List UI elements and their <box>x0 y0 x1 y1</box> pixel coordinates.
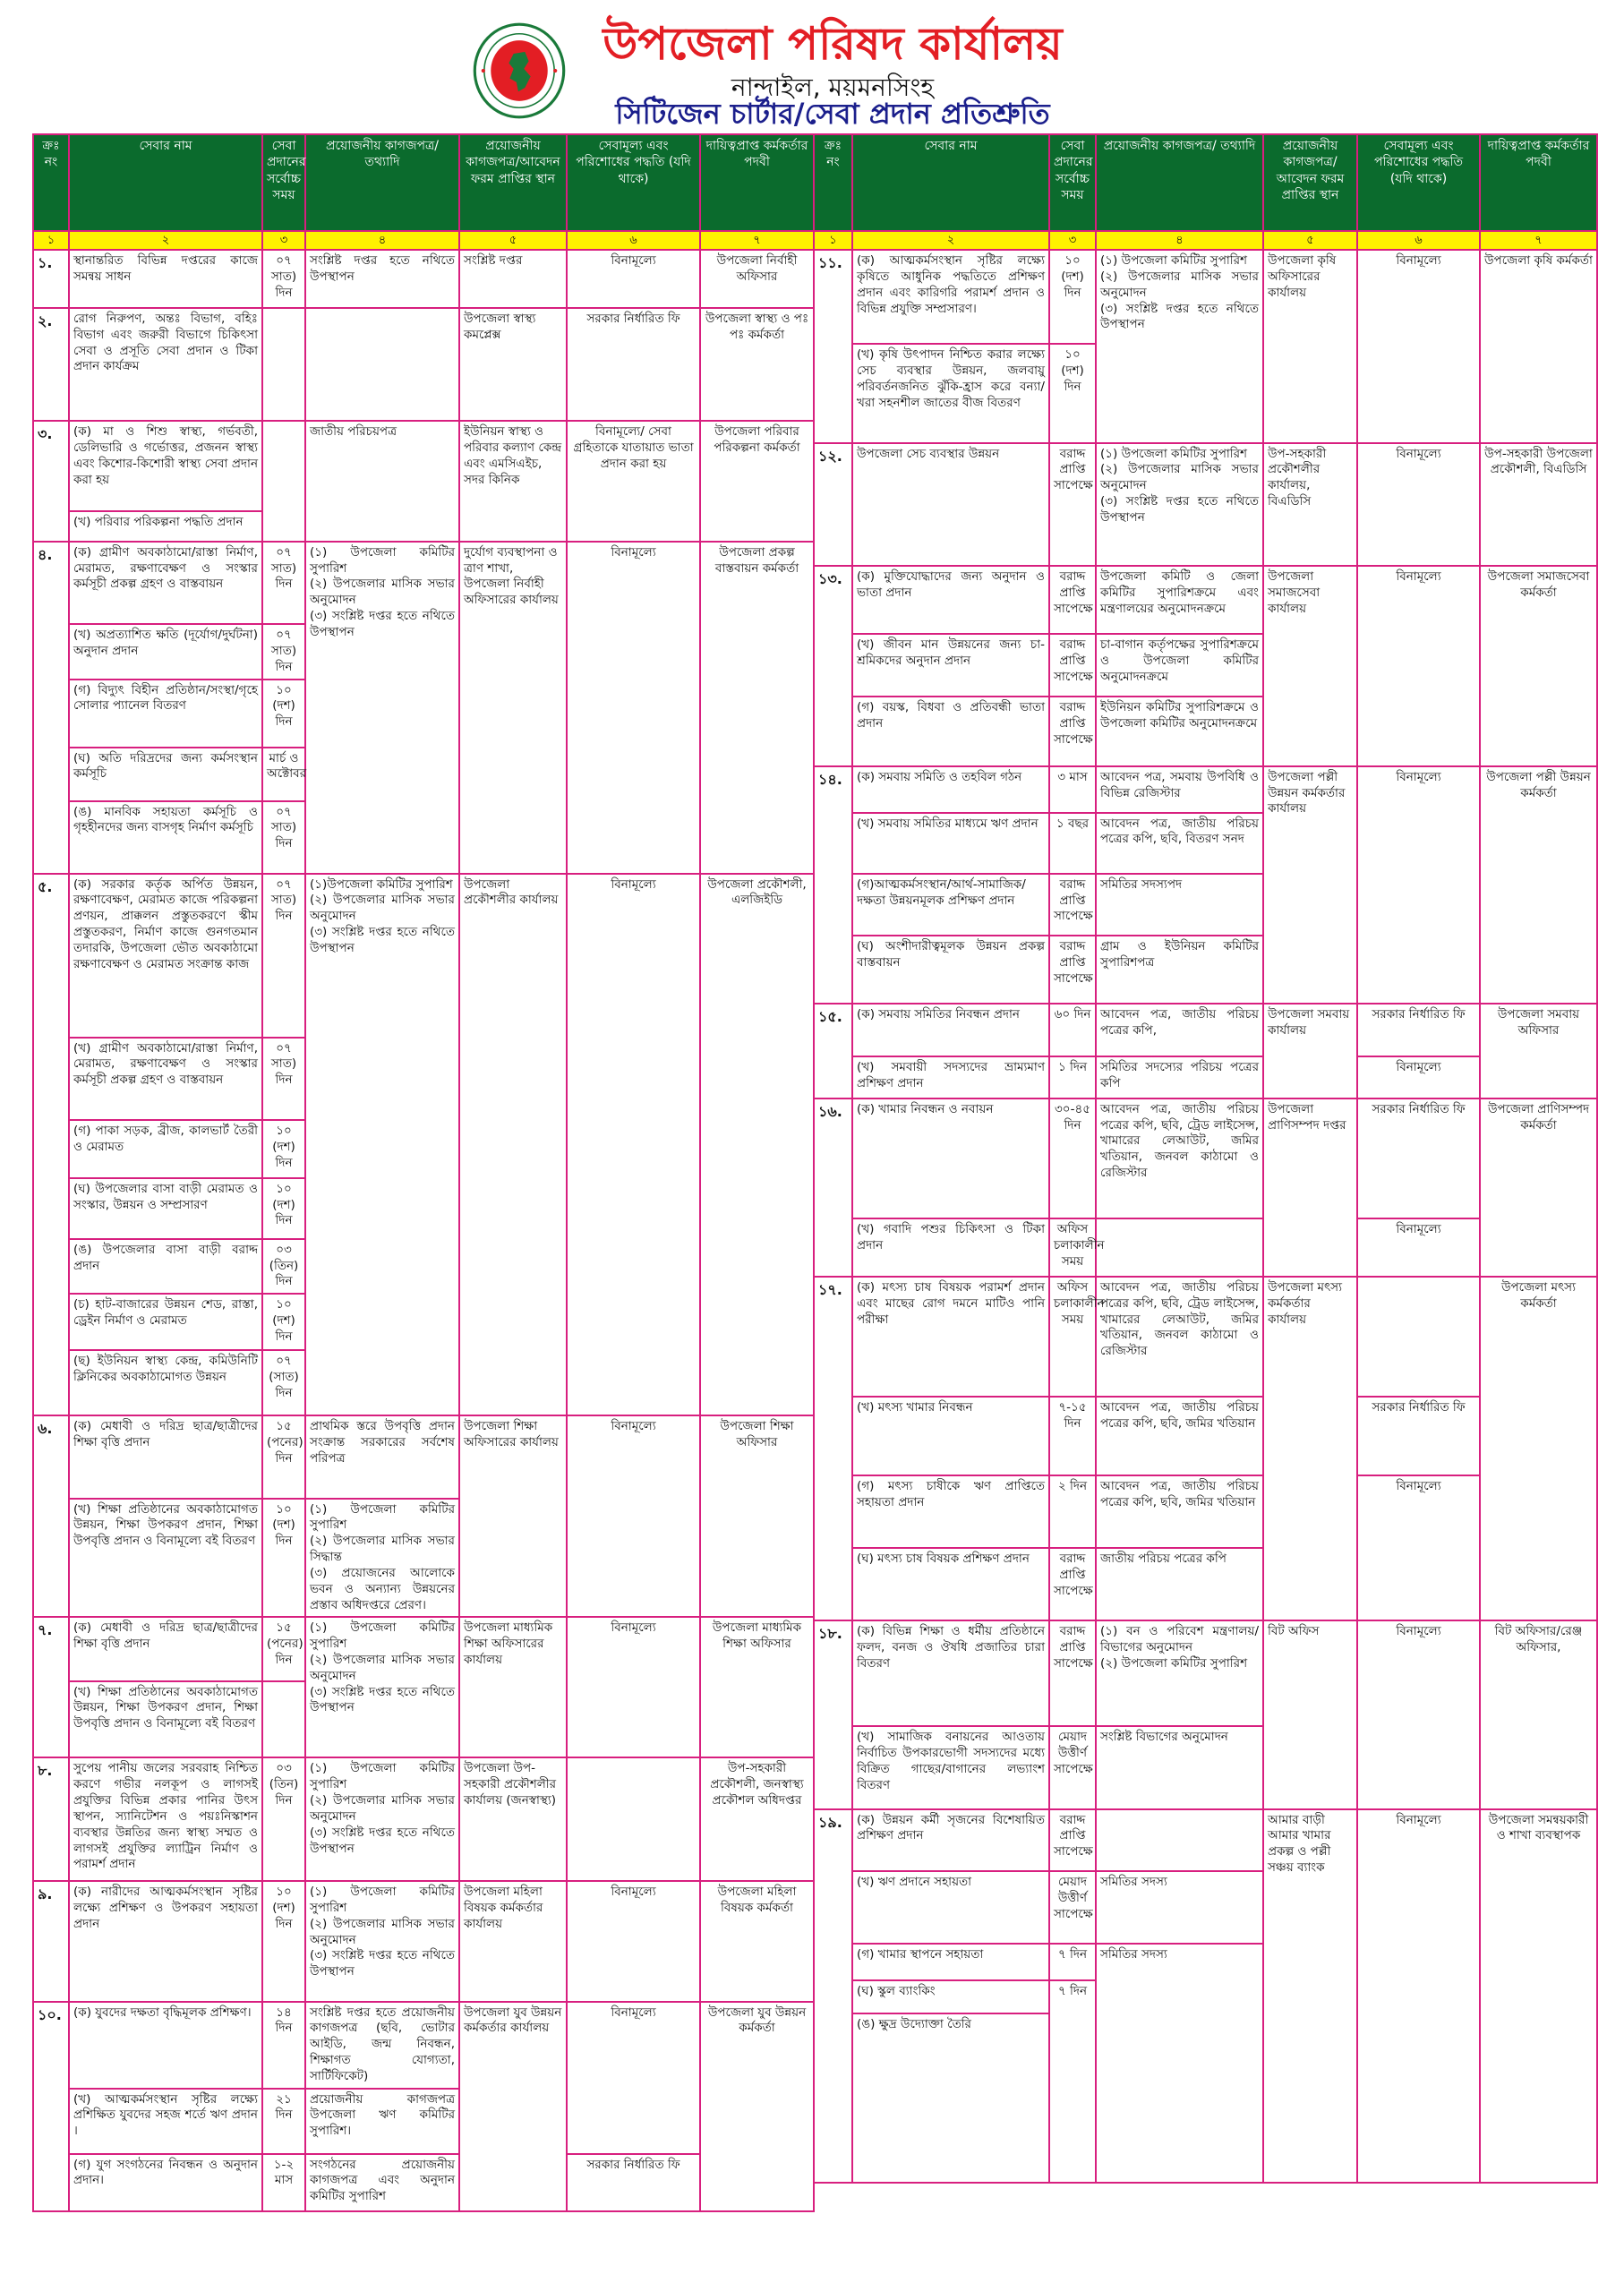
serial-cell: ১১. <box>814 250 852 442</box>
column-number: ৪ <box>305 231 459 250</box>
time-limit-cell: ০৭ (সাত) দিন <box>262 1350 305 1415</box>
fee-cell: বিনামূল্যে <box>567 1881 700 2001</box>
time-limit-cell: ১০ (দশ) দিন <box>1049 344 1096 442</box>
time-limit-cell: বরাদ্দ প্রাপ্তি সাপেক্ষে <box>1049 936 1096 1004</box>
time-limit-cell: ৬০ দিন <box>1049 1004 1096 1056</box>
responsible-officer-cell: উপজেলা পরিবার পরিকল্পনা কর্মকর্তা <box>700 421 814 541</box>
time-limit-cell: ১০ (দশ) দিন <box>262 1120 305 1178</box>
time-limit-cell: ০৭ সাত) দিন <box>262 542 305 624</box>
fee-cell: বিনামূল্যে <box>567 1415 700 1617</box>
responsible-officer-cell: উপজেলা সমাজসেবা কর্মকর্তা <box>1480 566 1597 766</box>
service-name-cell: (খ) আত্মকর্মসংস্থান সৃষ্টির লক্ষ্যে প্রশিক্ষিত যুবদের সহজ শর্তে ঋণ প্রদান । <box>69 2089 262 2154</box>
form-location-cell: উপজেলা প্রকৌশলীর কার্যালয় <box>459 874 567 1416</box>
table-row <box>814 1099 1597 1218</box>
time-limit-cell: ২১ দিন <box>262 2089 305 2154</box>
time-limit-cell: বরাদ্দ প্রাপ্তি সাপেক্ষে <box>1049 697 1096 766</box>
required-documents-cell: (১) উপজেলা কমিটির সুপারিশ (২) উপজেলার মাসিক সভার অনুমোদন (৩) সংশ্লিষ্ট দপ্তর হতে নথিতে উপস্থাপন <box>1096 443 1263 567</box>
time-limit-cell: ৩০-৪৫ দিন <box>1049 1099 1096 1218</box>
service-name-cell: (খ) গ্রামীণ অবকাঠামো/রাস্তা নির্মাণ, মেরামত, রক্ষণাবেক্ষণ ও সংস্কার কর্মসূচী প্রকল্প গ্রহণ ও বাস্তবায়ন <box>69 1038 262 1120</box>
form-location-cell: উপজেলা যুব উন্নয়ন কর্মকর্তার কার্যালয় <box>459 2002 567 2212</box>
service-name-cell: (ক) সমবায় সমিতির নিবন্ধন প্রদান <box>852 1004 1049 1056</box>
required-documents-cell: সংশ্লিষ্ট দপ্তর হতে নথিতে উপস্থাপন <box>305 250 459 308</box>
table-row <box>814 566 1597 634</box>
form-location-cell: দুর্যোগ ব্যবস্থাপনা ও ত্রাণ শাখা, উপজেলা নির্বাহী অফিসারের কার্যালয় <box>459 542 567 874</box>
time-limit-cell: বরাদ্দ প্রাপ্তি সাপেক্ষে <box>1049 1809 1096 1872</box>
required-documents-cell <box>305 308 459 421</box>
fee-cell: বিনামূল্যে/ সেবা গ্রহিতাকে যাতায়াত ভাতা প্রদান করা হয় <box>567 421 700 541</box>
column-number: ১ <box>814 231 852 250</box>
service-name-cell: (খ) সমবায়ী সদস্যদের ভ্রাম্যমাণ প্রশিক্ষণ প্রদান <box>852 1056 1049 1099</box>
required-documents-cell: (১) বন ও পরিবেশ মন্ত্রণালয়/বিভাগের অনুমোদন (২) উপজেলা কমিটির সুপারিশ <box>1096 1620 1263 1726</box>
time-limit-cell: মেয়াদ উত্তীর্ণ সাপেক্ষে <box>1049 1871 1096 1944</box>
required-documents-cell: (১) উপজেলা কমিটির সুপারিশ (২) উপজেলার মাসিক সভার অনুমোদন (৩) সংশ্লিষ্ট দপ্তর হতে নথিতে উপস্থাপন <box>1096 250 1263 442</box>
time-limit-cell: ২ দিন <box>1049 1475 1096 1548</box>
table-row <box>33 874 814 1038</box>
form-location-cell: আমার বাড়ী আমার খামার প্রকল্প ও পল্লী সঞ্চয় ব্যাংক <box>1263 1809 1357 2184</box>
form-location-cell: উপজেলা শিক্ষা অফিসারের কার্যালয় <box>459 1415 567 1617</box>
required-documents-cell: (১) উপজেলা কমিটির সুপারিশ (২) উপজেলার মাসিক সভার অনুমোদন (৩) সংশ্লিষ্ট দপ্তর হতে নথিতে উপস্থাপন <box>305 1881 459 2001</box>
column-number: ৬ <box>567 231 700 250</box>
column-header-service-name: সেবার নাম <box>69 134 262 231</box>
responsible-officer-cell: উপজেলা সমবায় অফিসার <box>1480 1004 1597 1098</box>
column-header-required-documents: প্রয়োজনীয় কাগজপত্র/ তথ্যাদি <box>1096 134 1263 231</box>
service-name-cell: (ক) নারীদের আত্মকর্মসংস্থান সৃষ্টির লক্ষ্যে প্রশিক্ষণ ও উপকরণ সহায়তা প্রদান <box>69 1881 262 2001</box>
service-name-cell: (খ) শিক্ষা প্রতিষ্ঠানের অবকাঠামোগত উন্নয়ন, শিক্ষা উপকরণ প্রদান, শিক্ষা উপবৃত্তি প্রদান ও বিনামূল্যে বই বিতরণ <box>69 1681 262 1758</box>
fee-cell: বিনামূল্যে <box>1357 1218 1480 1277</box>
service-name-cell: (ঘ) স্কুল ব্যাংকিং <box>852 1980 1049 2013</box>
service-name-cell: (ছ) ইউনিয়ন স্বাস্থ্য কেন্দ্র, কমিউনিটি ক্লিনিকের অবকাঠামোগত উন্নয়ন <box>69 1350 262 1415</box>
service-name-cell: সুপেয় পানীয় জলের সরবরাহ নিশ্চিত করণে গভীর নলকূপ ও লাগসই প্রযুক্তির বিভিন্ন প্রকার পানির উৎস স্থাপন, স্যানিটেশন ও পয়ঃনিস্কাশন ব্যবস্থার উন্নতির জন্য স্বাস্থ্য সম্মত ও লাগসই প্রযুক্তির ল্যাট্রিন নির্মাণ ও পরামর্শ প্রদান <box>69 1757 262 1881</box>
time-limit-cell: ১০ (দশ) দিন <box>262 1881 305 2001</box>
responsible-officer-cell: উপজেলা প্রকৌশলী, এলজিইডি <box>700 874 814 1416</box>
time-limit-cell: ১৫ (পনের) দিন <box>262 1415 305 1498</box>
citizen-charter-table-left <box>32 133 815 2212</box>
responsible-officer-cell: উপজেলা মাধ্যমিক শিক্ষা অফিসার <box>700 1617 814 1757</box>
fee-cell: বিনামূল্যে <box>1357 1809 1480 2184</box>
time-limit-cell: ৭ দিন <box>1049 1980 1096 2184</box>
time-limit-cell: ১০ (দশ) দিন <box>262 1178 305 1239</box>
time-limit-cell: ১৫ (পনের) দিন <box>262 1617 305 1680</box>
service-name-cell: (খ) গবাদি পশুর চিকিৎসা ও টিকা প্রদান <box>852 1218 1049 1277</box>
time-limit-cell: বরাদ্দ প্রাপ্তি সাপেক্ষে <box>1049 566 1096 634</box>
column-number: ১ <box>33 231 69 250</box>
serial-cell: ১৭. <box>814 1277 852 1620</box>
service-name-cell: (গ) খামার স্থাপনে সহায়তা <box>852 1944 1049 1980</box>
service-name-cell: (ঘ) অতি দরিদ্রদের জন্য কর্মসংস্থান কর্মসূচি <box>69 748 262 801</box>
service-name-cell: (ক) সমবায় সমিতি ও তহবিল গঠন <box>852 766 1049 813</box>
serial-cell: ৫. <box>33 874 69 1416</box>
responsible-officer-cell: বিট অফিসার/রেঞ্জ অফিসার, <box>1480 1620 1597 1809</box>
required-documents-cell: (১) উপজেলা কমিটির সুপারিশ (২) উপজেলার মাসিক সভার সিদ্ধান্ত (৩) প্রয়োজনের আলোকে ভবন ও অন্যান্য উন্নয়নের প্রস্তাব অধিদপ্তরে প্রেরণ। <box>305 1499 459 1618</box>
time-limit-cell: ৭-১৫ দিন <box>1049 1397 1096 1475</box>
serial-cell: ২. <box>33 308 69 421</box>
service-name-cell: (ক) মেধাবী ও দরিদ্র ছাত্র/ছাত্রীদের শিক্ষা বৃত্তি প্রদান <box>69 1415 262 1498</box>
form-location-cell: ইউনিয়ন স্বাস্থ্য ও পরিবার কল্যাণ কেন্দ্র এবং এমসিএইচ, সদর কিনিক <box>459 421 567 541</box>
fee-cell: সরকার নির্ধারিত ফি <box>1357 1004 1480 1056</box>
time-limit-cell: ১ দিন <box>1049 1056 1096 1099</box>
column-header-serial: ক্রঃ নং <box>33 134 69 231</box>
form-location-cell: উপজেলা সমাজসেবা কার্যালয় <box>1263 566 1357 766</box>
service-name-cell: (ক) মেধাবী ও দরিদ্র ছাত্র/ছাত্রীদের শিক্ষা বৃত্তি প্রদান <box>69 1617 262 1680</box>
column-header-row <box>814 134 1597 231</box>
responsible-officer-cell: উপজেলা প্রাণিসম্পদ কর্মকর্তা <box>1480 1099 1597 1277</box>
form-location-cell: উপজেলা কৃষি অফিসারের কার্যালয় <box>1263 250 1357 442</box>
service-name-cell: (ক) খামার নিবন্ধন ও নবায়ন <box>852 1099 1049 1218</box>
required-documents-cell: আবেদন পত্র, জাতীয় পরিচয় পত্রের কপি, ছবি, ট্রেড লাইসেন্স, খামারের লেআউট, জমির খতিয়ান, জনবল কাঠামো ও রেজিস্টার <box>1096 1099 1263 1218</box>
time-limit-cell: মার্চ ও অক্টোবর <box>262 748 305 801</box>
table-row <box>814 250 1597 344</box>
required-documents-cell: (১) উপজেলা কমিটির সুপারিশ (২) উপজেলার মাসিক সভার অনুমোদন (৩) সংশ্লিষ্ট দপ্তর হতে নথিতে উপস্থাপন <box>305 542 459 874</box>
responsible-officer-cell: উপজেলা সমন্বয়কারী ও শাখা ব্যবস্থাপক <box>1480 1809 1597 2184</box>
fee-cell: বিনামূল্যে <box>1357 1475 1480 1620</box>
time-limit-cell: ৩ মাস <box>1049 766 1096 813</box>
responsible-officer-cell: উপজেলা পল্লী উন্নয়ন কর্মকর্তা <box>1480 766 1597 1004</box>
column-header-form-location: প্রয়োজনীয় কাগজপত্র/আবেদন ফরম প্রাপ্তির স্থান <box>459 134 567 231</box>
time-limit-cell: ১৪ দিন <box>262 2002 305 2089</box>
table-row <box>33 2002 814 2089</box>
time-limit-cell: ১০ (দশ) দিন <box>262 1499 305 1618</box>
service-name-cell: (ক) গ্রামীণ অবকাঠামো/রাস্তা নির্মাণ, মেরামত, রক্ষণাবেক্ষণ ও সংস্কার কর্মসূচী প্রকল্প গ্রহণ ও বাস্তবায়ন <box>69 542 262 624</box>
column-header-fee: সেবামূল্য এবং পরিশোধের পদ্ধতি (যদি থাকে) <box>567 134 700 231</box>
serial-cell: ৪. <box>33 542 69 874</box>
responsible-officer-cell: উপজেলা নির্বাহী অফিসার <box>700 250 814 308</box>
form-location-cell: উপজেলা সমবায় কার্যালয় <box>1263 1004 1357 1098</box>
fee-cell: সরকার নির্ধারিত ফি <box>1357 1397 1480 1475</box>
service-name-cell: (ক) যুবদের দক্ষতা বৃদ্ধিমূলক প্রশিক্ষণ। <box>69 2002 262 2089</box>
column-number: ২ <box>69 231 262 250</box>
time-limit-cell: ০৭ সাত) দিন <box>262 1038 305 1120</box>
serial-cell: ১৮. <box>814 1620 852 1809</box>
time-limit-cell: অফিস চলাকালীন সময় <box>1049 1277 1096 1397</box>
time-limit-cell: ০৩ (তিন) দিন <box>262 1239 305 1294</box>
serial-cell: ৯. <box>33 1881 69 2001</box>
service-name-cell: (খ) সামাজিক বনায়নের আওতায় নির্বাচিত উপকারভোগী সদস্যদের মধ্যে বিক্রিত গাছের/বাগানের লভ্যাংশ বিতরণ <box>852 1726 1049 1808</box>
required-documents-cell: (১)উপজেলা কমিটির সুপারিশ (২) উপজেলার মাসিক সভার অনুমোদন (৩) সংশ্লিষ্ট দপ্তর হতে নথিতে উপস্থাপন <box>305 874 459 1416</box>
table-row <box>814 766 1597 813</box>
required-documents-cell: (১) উপজেলা কমিটির সুপারিশ (২) উপজেলার মাসিক সভার অনুমোদন (৩) সংশ্লিষ্ট দপ্তর হতে নথিতে উপস্থাপন <box>305 1757 459 1881</box>
responsible-officer-cell: উপজেলা মহিলা বিষয়ক কর্মকর্তা <box>700 1881 814 2001</box>
service-name-cell: (খ) ঋণ প্রদানে সহায়তা <box>852 1871 1049 1944</box>
required-documents-cell: প্রাথমিক স্তরে উপবৃত্তি প্রদান সংক্রান্ত সরকারের সর্বশেষ পরিপত্র <box>305 1415 459 1498</box>
column-number-row <box>33 231 814 250</box>
service-name-cell: (গ) বিদ্যুৎ বিহীন প্রতিষ্ঠান/সংস্থা/গৃহে সোলার প্যানেল বিতরণ <box>69 680 262 748</box>
required-documents-cell: সমিতির সদস্য <box>1096 1944 1263 2183</box>
service-name-cell: (ঙ) উপজেলার বাসা বাড়ী বরাদ্দ প্রদান <box>69 1239 262 1294</box>
form-location-cell: উপজেলা উপ-সহকারী প্রকৌশলীর কার্যালয় (জনস্বাস্থ্য) <box>459 1757 567 1881</box>
column-number: ৭ <box>700 231 814 250</box>
required-documents-cell: সমিতির সদস্যপদ <box>1096 874 1263 936</box>
fee-cell: বিনামূল্যে <box>567 250 700 308</box>
service-name-cell: (ঙ) মানবিক সহায়তা কর্মসূচি ও গৃহহীনদের জন্য বাসগৃহ নির্মাণ কর্মসূচি <box>69 801 262 874</box>
time-limit-cell: মেয়াদ উত্তীর্ণ সাপেক্ষে <box>1049 1726 1096 1808</box>
table-row <box>814 443 1597 567</box>
service-name-cell: (ক) মুক্তিযোদ্ধাদের জন্য অনুদান ও ভাতা প্রদান <box>852 566 1049 634</box>
serial-cell: ৩. <box>33 421 69 541</box>
form-location-cell: বিট অফিস <box>1263 1620 1357 1809</box>
service-name-cell: (চ) হাট-বাজারের উন্নয়ন শেড, রাস্তা, ড্রেইন নির্মাণ ও মেরামত <box>69 1294 262 1350</box>
required-documents-cell: সংশ্লিষ্ট দপ্তর হতে প্রয়োজনীয় কাগজপত্র (ছবি, ভোটার আইডি, জন্ম নিবন্ধন, শিক্ষাগত যোগ্যতা, সার্টিফিকেট) <box>305 2002 459 2089</box>
required-documents-cell: সংগঠনের প্রয়োজনীয় কাগজপত্র এবং অনুদান কমিটির সুপারিশ <box>305 2154 459 2212</box>
form-location-cell: উপজেলা মাধ্যমিক শিক্ষা অফিসারের কার্যালয় <box>459 1617 567 1757</box>
service-name-cell: (ক) মা ও শিশু স্বাস্থ্য, গর্ভবতী, ডেলিভারি ও গর্ভোত্তর, প্রজনন স্বাস্থ্য এবং কিশোর-কিশোরী স্বাস্থ্য সেবা প্রদান করা হয় <box>69 421 262 510</box>
service-name-cell: (গ) যুগ সংগঠনের নিবন্ধন ও অনুদান প্রদান। <box>69 2154 262 2212</box>
required-documents-cell: (১) উপজেলা কমিটির সুপারিশ (২) উপজেলার মাসিক সভার অনুমোদন (৩) সংশ্লিষ্ট দপ্তর হতে নথিতে উপস্থাপন <box>305 1617 459 1757</box>
serial-cell: ৭. <box>33 1617 69 1757</box>
time-limit-cell: ০৭ সাত) দিন <box>262 801 305 874</box>
required-documents-cell: সমিতির সদস্যের পরিচয় পত্রের কপি <box>1096 1056 1263 1099</box>
service-name-cell: (খ) অপ্রত্যাশিত ক্ষতি (দূর্যোগ/দুর্ঘটনা) অনুদান প্রদান <box>69 624 262 679</box>
required-documents-cell <box>1096 1809 1263 1872</box>
time-limit-cell: বরাদ্দ প্রাপ্তি সাপেক্ষে <box>1049 1548 1096 1620</box>
table-row <box>814 1475 1597 1548</box>
table-row <box>33 542 814 624</box>
responsible-officer-cell: উপজেলা প্রকল্প বাস্তবায়ন কর্মকর্তা <box>700 542 814 874</box>
required-documents-cell: আবেদন পত্র, জাতীয় পরিচয় পত্রের কপি, ছবি, জমির খতিয়ান <box>1096 1475 1263 1548</box>
form-location-cell: উপজেলা প্রাণিসম্পদ দপ্তর <box>1263 1099 1357 1277</box>
responsible-officer-cell: উপজেলা স্বাস্থ্য ও পঃ পঃ কর্মকর্তা <box>700 308 814 421</box>
table-row <box>814 1277 1597 1397</box>
table-row <box>33 1617 814 1680</box>
table-row <box>33 1757 814 1881</box>
serial-cell: ১৯. <box>814 1809 852 2184</box>
column-number: ৫ <box>459 231 567 250</box>
service-name-cell: (ঘ) উপজেলার বাসা বাড়ী মেরামত ও সংস্কার, উন্নয়ন ও সম্প্রসারণ <box>69 1178 262 1239</box>
fee-cell <box>1357 1277 1480 1397</box>
service-name-cell: (গ) বয়স্ক, বিধবা ও প্রতিবন্ধী ভাতা প্রদান <box>852 697 1049 766</box>
column-number: ৬ <box>1357 231 1480 250</box>
required-documents-cell: আবেদন পত্র, জাতীয় পরিচয় পত্রের কপি, ছবি, জমির খতিয়ান <box>1096 1397 1263 1475</box>
required-documents-cell: জাতীয় পরিচয় পত্রের কপি <box>1096 1548 1263 1620</box>
table-row <box>814 1004 1597 1056</box>
required-documents-cell: চা-বাগান কর্তৃপক্ষের সুপারিশক্রমে ও উপজেলা কমিটির অনুমোদনক্রমে <box>1096 634 1263 697</box>
column-number: ৩ <box>262 231 305 250</box>
table-row <box>814 1218 1597 1277</box>
service-name-cell: রোগ নিরুপণ, অন্তঃ বিভাগ, বহিঃ বিভাগ এবং জরুরী বিভাগে চিকিৎসা সেবা ও প্রসূতি সেবা প্রদান ও টিকা প্রদান কার্যক্রম <box>69 308 262 421</box>
service-name-cell: (খ) শিক্ষা প্রতিষ্ঠানের অবকাঠামোগত উন্নয়ন, শিক্ষা উপকরণ প্রদান, শিক্ষা উপবৃত্তি প্রদান ও বিনামূল্যে বই বিতরণ <box>69 1499 262 1618</box>
serial-cell: ১৫. <box>814 1004 852 1098</box>
citizen-charter-table-right <box>813 133 1598 2184</box>
responsible-officer-cell: উপ-সহকারী উপজেলা প্রকৌশলী, বিএডিসি <box>1480 443 1597 567</box>
service-name-cell: (খ) জীবন মান উন্নয়নের জন্য চা-শ্রমিকদের অনুদান প্রদান <box>852 634 1049 697</box>
responsible-officer-cell: উপজেলা কৃষি কর্মকর্তা <box>1480 250 1597 442</box>
office-location: নান্দাইল, ময়মনসিংহ <box>731 73 935 102</box>
service-name-cell: (ক) মৎস্য চাষ বিষয়ক পরামর্শ প্রদান এবং মাছের রোগ দমনে মাটিও পানি পরীক্ষা <box>852 1277 1049 1397</box>
serial-cell: ১০. <box>33 2002 69 2212</box>
time-limit-cell: ০৭ সাত) দিন <box>262 624 305 679</box>
column-header-time-limit: সেবা প্রদানের সর্বোচ্চ সময় <box>1049 134 1096 231</box>
service-name-cell: (খ) মৎস্য খামার নিবন্ধন <box>852 1397 1049 1475</box>
required-documents-cell: আবেদন পত্র, জাতীয় পরিচয় পত্রের কপি, ছবি, বিতরণ সনদ <box>1096 813 1263 874</box>
fee-cell: বিনামূল্যে <box>1357 566 1480 766</box>
service-name-cell: (খ) পরিবার পরিকল্পনা পদ্ধতি প্রদান <box>69 511 262 542</box>
required-documents-cell: গ্রাম ও ইউনিয়ন কমিটির সুপারিশপত্র <box>1096 936 1263 1004</box>
table-row <box>814 1397 1597 1475</box>
responsible-officer-cell: উপ-সহকারী প্রকৌশলী, জনস্বাস্থ্য প্রকৌশল অধিদপ্তর <box>700 1757 814 1881</box>
column-number: ৪ <box>1096 231 1263 250</box>
table-row <box>33 421 814 510</box>
table-row <box>33 2154 814 2212</box>
time-limit-cell: ০৩ (তিন) দিন <box>262 1757 305 1881</box>
fee-cell: বিনামূল্যে <box>1357 766 1480 1004</box>
required-documents-cell: প্রয়োজনীয় কাগজপত্র উপজেলা ঋণ কমিটির সুপারিশ। <box>305 2089 459 2154</box>
service-name-cell: (ক) সরকার কর্তৃক অর্পিত উন্নয়ন, রক্ষণাবেক্ষণ, মেরামত কাজে পরিকল্পনা প্রণয়ন, প্রাক্কলন প্রস্তুতকরণে স্কীম প্রস্তুতকরণ, নির্মাণ কাজে গুনগতমান তদারকি, উপজেলা ভৌত অবকাঠামো রক্ষণাবেক্ষণ ও মেরামত সংক্রান্ত কাজ <box>69 874 262 1038</box>
column-number: ৫ <box>1263 231 1357 250</box>
serial-cell: ১৪. <box>814 766 852 1004</box>
fee-cell: বিনামূল্যে <box>567 2002 700 2154</box>
column-header-required-documents: প্রয়োজনীয় কাগজপত্র/ তথ্যাদি <box>305 134 459 231</box>
time-limit-cell: ০৭ সাত) দিন <box>262 250 305 308</box>
column-header-responsible-officer: দায়িত্বপ্রাপ্ত কর্মকর্তার পদবী <box>700 134 814 231</box>
form-location-cell: উপজেলা পল্লী উন্নয়ন কর্মকর্তার কার্যালয় <box>1263 766 1357 1004</box>
table-row <box>33 1881 814 2001</box>
fee-cell: সরকার নির্ধারিত ফি <box>567 2154 700 2212</box>
serial-cell: ১. <box>33 250 69 308</box>
fee-cell: বিনামূল্যে <box>1357 250 1480 442</box>
service-name-cell: উপজেলা সেচ ব্যবস্থার উন্নয়ন <box>852 443 1049 567</box>
column-header-row <box>33 134 814 231</box>
column-header-service-name: সেবার নাম <box>852 134 1049 231</box>
service-name-cell: (গ) মৎস্য চাষীকে ঋণ প্রাপ্তিতে সহায়তা প্রদান <box>852 1475 1049 1548</box>
table-row <box>814 1809 1597 1872</box>
service-name-cell: (ঘ) অংশীদারীত্বমূলক উন্নয়ন প্রকল্প বাস্তবায়ন <box>852 936 1049 1004</box>
time-limit-cell: ৭ দিন <box>1049 1944 1096 1980</box>
required-documents-cell: সমিতির সদস্য <box>1096 1871 1263 1944</box>
serial-cell: ৬. <box>33 1415 69 1617</box>
column-header-form-location: প্রয়োজনীয় কাগজপত্র/আবেদন ফরম প্রাপ্তির স্থান <box>1263 134 1357 231</box>
required-documents-cell: ইউনিয়ন কমিটির সুপারিশক্রমে ও উপজেলা কমিটির অনুমোদনক্রমে <box>1096 697 1263 766</box>
fee-cell: সরকার নির্ধারিত ফি <box>567 308 700 421</box>
table-row <box>33 1415 814 1498</box>
time-limit-cell: বরাদ্দ প্রাপ্তি সাপেক্ষে <box>1049 874 1096 936</box>
column-header-responsible-officer: দায়িত্বপ্রাপ্ত কর্মকর্তার পদবী <box>1480 134 1597 231</box>
time-limit-cell: বরাদ্দ প্রাপ্তি সাপেক্ষে <box>1049 634 1096 697</box>
service-name-cell: (খ) কৃষি উৎপাদন নিশ্চিত করার লক্ষ্যে সেচ ব্যবস্থার উন্নয়ন, জলবায়ু পরিবর্তনজনিত ঝুঁকি-হ্রাস করে বন্যা/খরা সহনশীল জাতের বীজ বিতরণ <box>852 344 1049 442</box>
charter-title: সিটিজেন চার্টার/সেবা প্রদান প্রতিশ্রুতি <box>615 97 1050 131</box>
form-location-cell: উপ-সহকারী প্রকৌশলীর কার্যালয়, বিএডিসি <box>1263 443 1357 567</box>
required-documents-cell: জাতীয় পরিচয়পত্র <box>305 421 459 541</box>
responsible-officer-cell: উপজেলা মৎস্য কর্মকর্তা <box>1480 1277 1597 1620</box>
table-row <box>814 1620 1597 1726</box>
fee-cell: সরকার নির্ধারিত ফি <box>1357 1099 1480 1218</box>
fee-cell <box>567 1757 700 1881</box>
required-documents-cell: সংশ্লিষ্ট বিভাগের অনুমোদন <box>1096 1726 1263 1808</box>
service-name-cell: (ক) বিভিন্ন শিক্ষা ও ধর্মীয় প্রতিষ্ঠানে ফলদ, বনজ ও ঔষধি প্রজাতির চারা বিতরণ <box>852 1620 1049 1726</box>
time-limit-cell: অফিস চলাকালীন সময় <box>1049 1218 1096 1277</box>
service-name-cell: (ক) উন্নয়ন কর্মী সৃজনের বিশেষায়িত প্রশিক্ষণ প্রদান <box>852 1809 1049 1872</box>
office-title: উপজেলা পরিষদ কার্যালয় <box>603 18 1063 70</box>
form-location-cell: উপজেলা স্বাস্থ্য কমপ্লেক্স <box>459 308 567 421</box>
column-header-serial: ক্রঃ নং <box>814 134 852 231</box>
service-name-cell: (ঘ) মৎস্য চাষ বিষয়ক প্রশিক্ষণ প্রদান <box>852 1548 1049 1620</box>
fee-cell: বিনামূল্যে <box>1357 1056 1480 1099</box>
column-header-time-limit: সেবা প্রদানের সর্বোচ্চ সময় <box>262 134 305 231</box>
required-documents-cell <box>1096 1218 1263 1277</box>
required-documents-cell: আবেদন পত্র, জাতীয় পরিচয় পত্রের কপি, ছবি, ট্রেড লাইসেন্স, খামারের লেআউট, জমির খতিয়ান, জনবল কাঠামো ও রেজিস্টার <box>1096 1277 1263 1397</box>
form-location-cell: উপজেলা মহিলা বিষয়ক কর্মকর্তার কার্যালয় <box>459 1881 567 2001</box>
column-header-fee: সেবামূল্য এবং পরিশোধের পদ্ধতি (যদি থাকে) <box>1357 134 1480 231</box>
column-number: ২ <box>852 231 1049 250</box>
time-limit-cell: ১ বছর <box>1049 813 1096 874</box>
service-name-cell: (ক) আত্মকর্মসংস্থান সৃষ্টির লক্ষ্যে কৃষিতে আধুনিক পদ্ধতিতে প্রশিক্ষণ প্রদান এবং কারিগরি পরামর্শ প্রদান ও বিভিন্ন প্রযুক্তি সম্প্রসারণ। <box>852 250 1049 344</box>
fee-cell: বিনামূল্যে <box>567 542 700 874</box>
column-number-row <box>814 231 1597 250</box>
time-limit-cell: ১০ (দশ) দিন <box>262 1294 305 1350</box>
required-documents-cell: আবেদন পত্র, সমবায় উপবিধি ও বিভিন্ন রেজিস্টার <box>1096 766 1263 813</box>
serial-cell: ১৩. <box>814 566 852 766</box>
service-name-cell: (ঙ) ক্ষুদ্র উদ্যোক্তা তৈরি <box>852 2013 1049 2184</box>
column-number: ৩ <box>1049 231 1096 250</box>
form-location-cell: উপজেলা মৎস্য কর্মকর্তার কার্যালয় <box>1263 1277 1357 1620</box>
fee-cell: বিনামূল্যে <box>567 874 700 1416</box>
time-limit-cell: ১০ (দশ) দিন <box>262 680 305 748</box>
time-limit-cell: ১-২ মাস <box>262 2154 305 2212</box>
time-limit-cell <box>262 421 305 541</box>
service-name-cell: (খ) সমবায় সমিতির মাধ্যমে ঋণ প্রদান <box>852 813 1049 874</box>
required-documents-cell: আবেদন পত্র, জাতীয় পরিচয় পত্রের কপি, <box>1096 1004 1263 1056</box>
table-row <box>814 1056 1597 1099</box>
required-documents-cell: উপজেলা কমিটি ও জেলা কমিটির সুপারিশক্রমে এবং মন্ত্রণালয়ের অনুমোদনক্রমে <box>1096 566 1263 634</box>
time-limit-cell: বরাদ্দ প্রাপ্তি সাপেক্ষে <box>1049 443 1096 567</box>
time-limit-cell <box>262 1681 305 1758</box>
responsible-officer-cell: উপজেলা যুব উন্নয়ন কর্মকর্তা <box>700 2002 814 2212</box>
table-row <box>33 308 814 421</box>
table-row <box>33 250 814 308</box>
time-limit-cell <box>262 308 305 421</box>
time-limit-cell: ১০ (দশ) দিন <box>1049 250 1096 344</box>
fee-cell: বিনামূল্যে <box>1357 1620 1480 1809</box>
column-number: ৭ <box>1480 231 1597 250</box>
fee-cell: বিনামূল্যে <box>567 1617 700 1757</box>
service-name-cell: (গ) পাকা সড়ক, ব্রীজ, কালভার্ট তৈরী ও মেরামত <box>69 1120 262 1178</box>
fee-cell: বিনামূল্যে <box>1357 443 1480 567</box>
service-name-cell: (গ)আত্মকর্মসংস্থান/আর্থ-সামাজিক/দক্ষতা উন্নয়নমূলক প্রশিক্ষণ প্রদান <box>852 874 1049 936</box>
serial-cell: ৮. <box>33 1757 69 1881</box>
responsible-officer-cell: উপজেলা শিক্ষা অফিসার <box>700 1415 814 1617</box>
serial-cell: ১৬. <box>814 1099 852 1277</box>
serial-cell: ১২. <box>814 443 852 567</box>
time-limit-cell: ০৭ সাত) দিন <box>262 874 305 1038</box>
service-name-cell: স্থানান্তরিত বিভিন্ন দপ্তরের কাজে সমন্বয় সাধন <box>69 250 262 308</box>
time-limit-cell: বরাদ্দ প্রাপ্তি সাপেক্ষে <box>1049 1620 1096 1726</box>
form-location-cell: সংশ্লিষ্ট দপ্তর <box>459 250 567 308</box>
